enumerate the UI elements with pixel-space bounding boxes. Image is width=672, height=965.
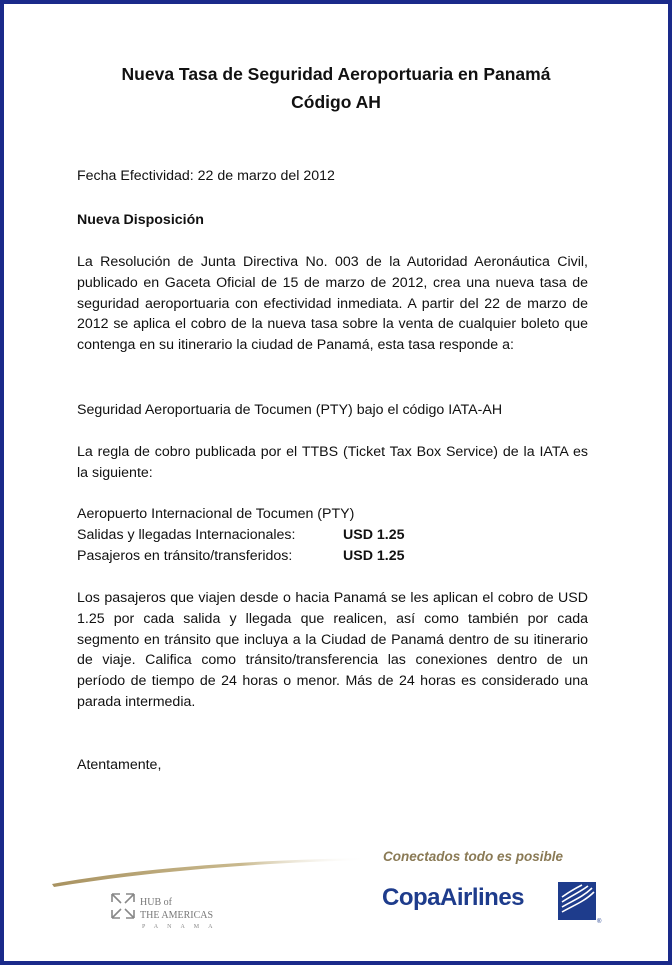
paragraph-passengers: Los pasajeros que viajen desde o hacia Panamá se les aplican el cobro de USD 1.25 por cada salida y llegada que realicen, así como también por cada segmento en tránsito que incluya a la Ciudad de Panamá dentro de su itinerario de viaje. Califica como tránsito/transferencia las conexiones dentro de un período de tiempo de 24 horas o menor. Más de 24 horas es considerado una parada intermedia. [77,590,588,710]
fee-value: USD 1.25 [343,547,405,564]
hub-label-line3: PANAMA [142,924,222,930]
document-subtitle: Código AH [291,92,381,112]
paragraph-ttbs-rule: La regla de cobro publicada por el TTBS (Ticket Tax Box Service) de la IATA es la siguiente: [77,444,588,481]
fee-table [77,525,588,567]
tagline: Conectados todo es posible [383,849,564,864]
hub-of-americas-icon [109,891,137,921]
fee-value: USD 1.25 [343,527,405,543]
closing-salutation: Atentamente, [77,757,162,773]
hub-label-line2: THE AMERICAS [140,910,214,921]
copa-airlines-wordmark: CopaAirlines [382,884,525,911]
fee-row-transit [77,546,588,567]
hub-label-line1: HUB of [140,897,172,908]
gold-swoosh-decoration [50,854,370,888]
paragraph-resolution: La Resolución de Junta Directiva No. 003 de la Autoridad Aeronáutica Civil, publicado en Gaceta Oficial de 15 de marzo de 2012, crea una nueva tasa de seguridad aeroportuaria con efectividad inmediata. A partir del 22 de marzo de 2012 se aplica el cobro de la nueva tasa sobre la venta de cualquier boleto que contenga en su itinerario la ciudad de Panamá, esta tasa responde a: [77,254,588,354]
disposition-heading: Nueva Disposición [77,212,204,228]
copa-airlines-logo-icon [558,882,602,924]
paragraph-security-code: Seguridad Aeroportuaria de Tocumen (PTY) bajo el código IATA-AH [77,402,503,418]
document-title: Nueva Tasa de Seguridad Aeroportuaria en Panamá [121,64,551,84]
svg-text:®: ® [597,919,602,924]
fee-label: Salidas y llegadas Internacionales: [77,527,296,543]
fee-label: Pasajeros en tránsito/transferidos: [77,547,293,564]
airport-name: Aeropuerto Internacional de Tocumen (PTY) [77,506,355,522]
fee-row-international [77,525,588,546]
effective-date: Fecha Efectividad: 22 de marzo del 2012 [77,168,335,184]
